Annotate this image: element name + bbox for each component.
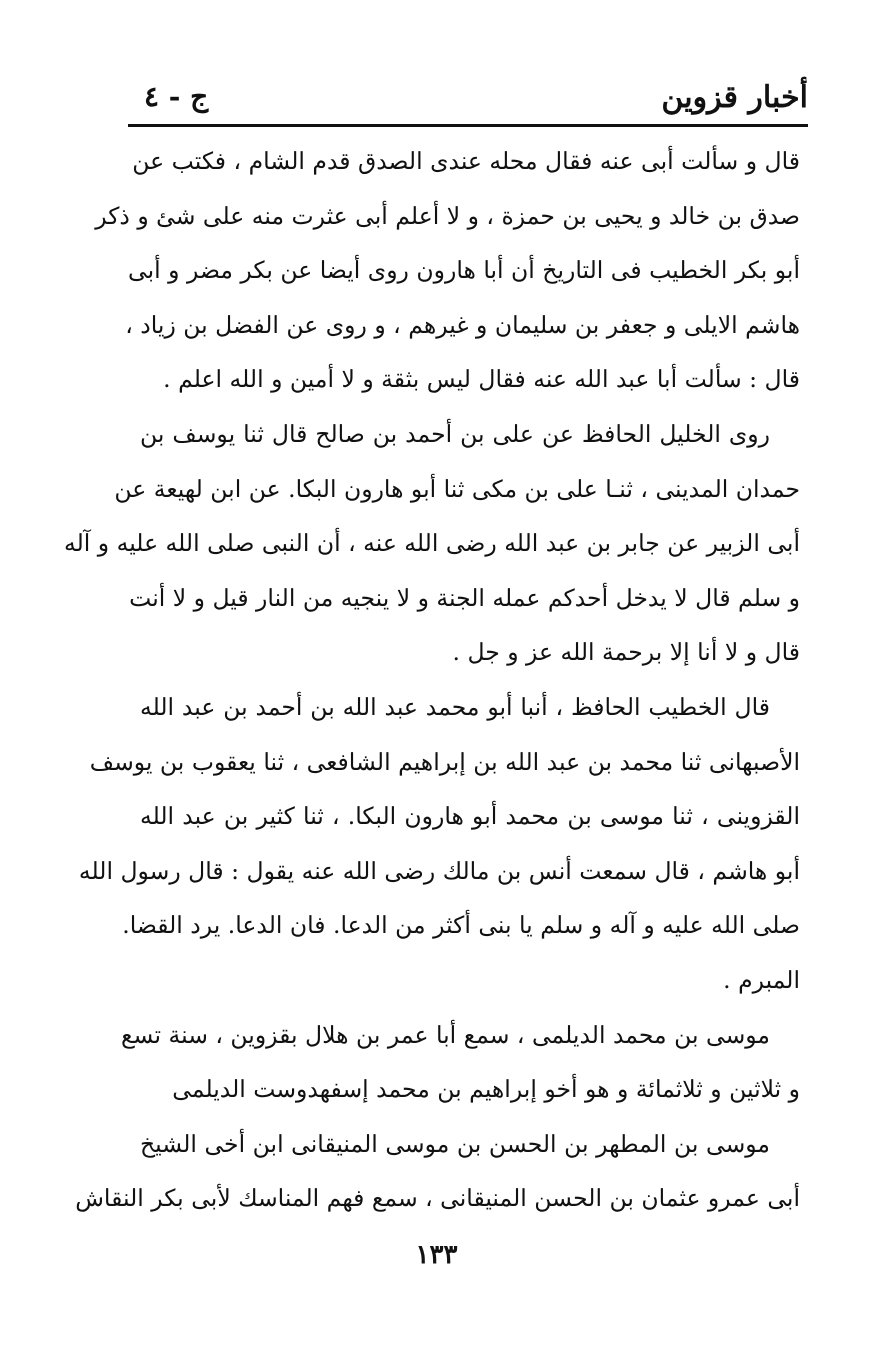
text-line: صلى الله عليه و آله و سلم يا بنى أكثر من الدعا. فان الدعا. يرد القضا.: [122, 911, 800, 940]
text-line: أبى الزبير عن جابر بن عبد الله رضى الله عنه ، أن النبى صلى الله عليه و آله: [64, 529, 800, 558]
text-line: هاشم الايلى و جعفر بن سليمان و غيرهم ، و روى عن الفضل بن زياد ،: [125, 310, 800, 339]
text-line: و سلم قال لا يدخل أحدكم عمله الجنة و لا ينجيه من النار قيل و لا أنت: [129, 583, 800, 612]
text-line: الأصبهانى ثنا محمد بن عبد الله بن إبراهيم الشافعى ، ثنا يعقوب بن يوسف: [89, 747, 800, 776]
text-line: و ثلاثين و ثلاثمائة و هو أخو إبراهيم بن محمد إسفهدوست الديلمى: [172, 1075, 800, 1104]
text-line: قال و سألت أبى عنه فقال محله عندى الصدق قدم الشام ، فكتب عن: [132, 147, 800, 175]
text-line: روى الخليل الحافظ عن على بن أحمد بن صالح قال ثنا يوسف بن: [140, 419, 770, 448]
volume-label: ج - ٤: [144, 80, 209, 113]
text-line: قال و لا أنا إلا برحمة الله عز و جل .: [452, 638, 800, 667]
text-line: قال الخطيب الحافظ ، أنبا أبو محمد عبد الله بن أحمد بن عبد الله: [140, 692, 770, 721]
header-rule: [128, 124, 808, 127]
text-line: صدق بن خالد و يحيى بن حمزة ، و لا أعلم أبى عثرت منه على شئ و ذكر: [95, 201, 800, 230]
book-title: أخبار قزوين: [661, 80, 808, 115]
text-line: موسى بن محمد الديلمى ، سمع أبا عمر بن هلال بقزوين ، سنة تسع: [121, 1020, 770, 1049]
text-line: قال : سألت أبا عبد الله عنه فقال ليس بثقة و لا أمين و الله اعلم .: [163, 365, 800, 394]
text-line: أبى عمرو عثمان بن الحسن المنيقانى ، سمع فهم المناسك لأبى بكر النقاش: [75, 1184, 800, 1213]
text-line: المبرم .: [723, 965, 800, 994]
text-line: حمدان المدينى ، ثنـا على بن مكى ثنا أبو هارون البكا. عن ابن لهيعة عن: [114, 474, 800, 503]
text-line: أبو هاشم ، قال سمعت أنس بن مالك رضى الله عنه يقول : قال رسول الله: [78, 856, 800, 885]
text-line: موسى بن المطهر بن الحسن بن موسى المنيقانى ابن أخى الشيخ: [140, 1129, 770, 1158]
text-line: أبو بكر الخطيب فى التاريخ أن أبا هارون روى أيضا عن بكر مضر و أبى: [128, 256, 800, 285]
body-text: [64, 134, 800, 1226]
text-line: القزوينى ، ثنا موسى بن محمد أبو هارون البكا. ، ثنا كثير بن عبد الله: [140, 802, 800, 831]
page-number: ١٣٣: [415, 1240, 458, 1270]
running-header: [128, 78, 808, 124]
